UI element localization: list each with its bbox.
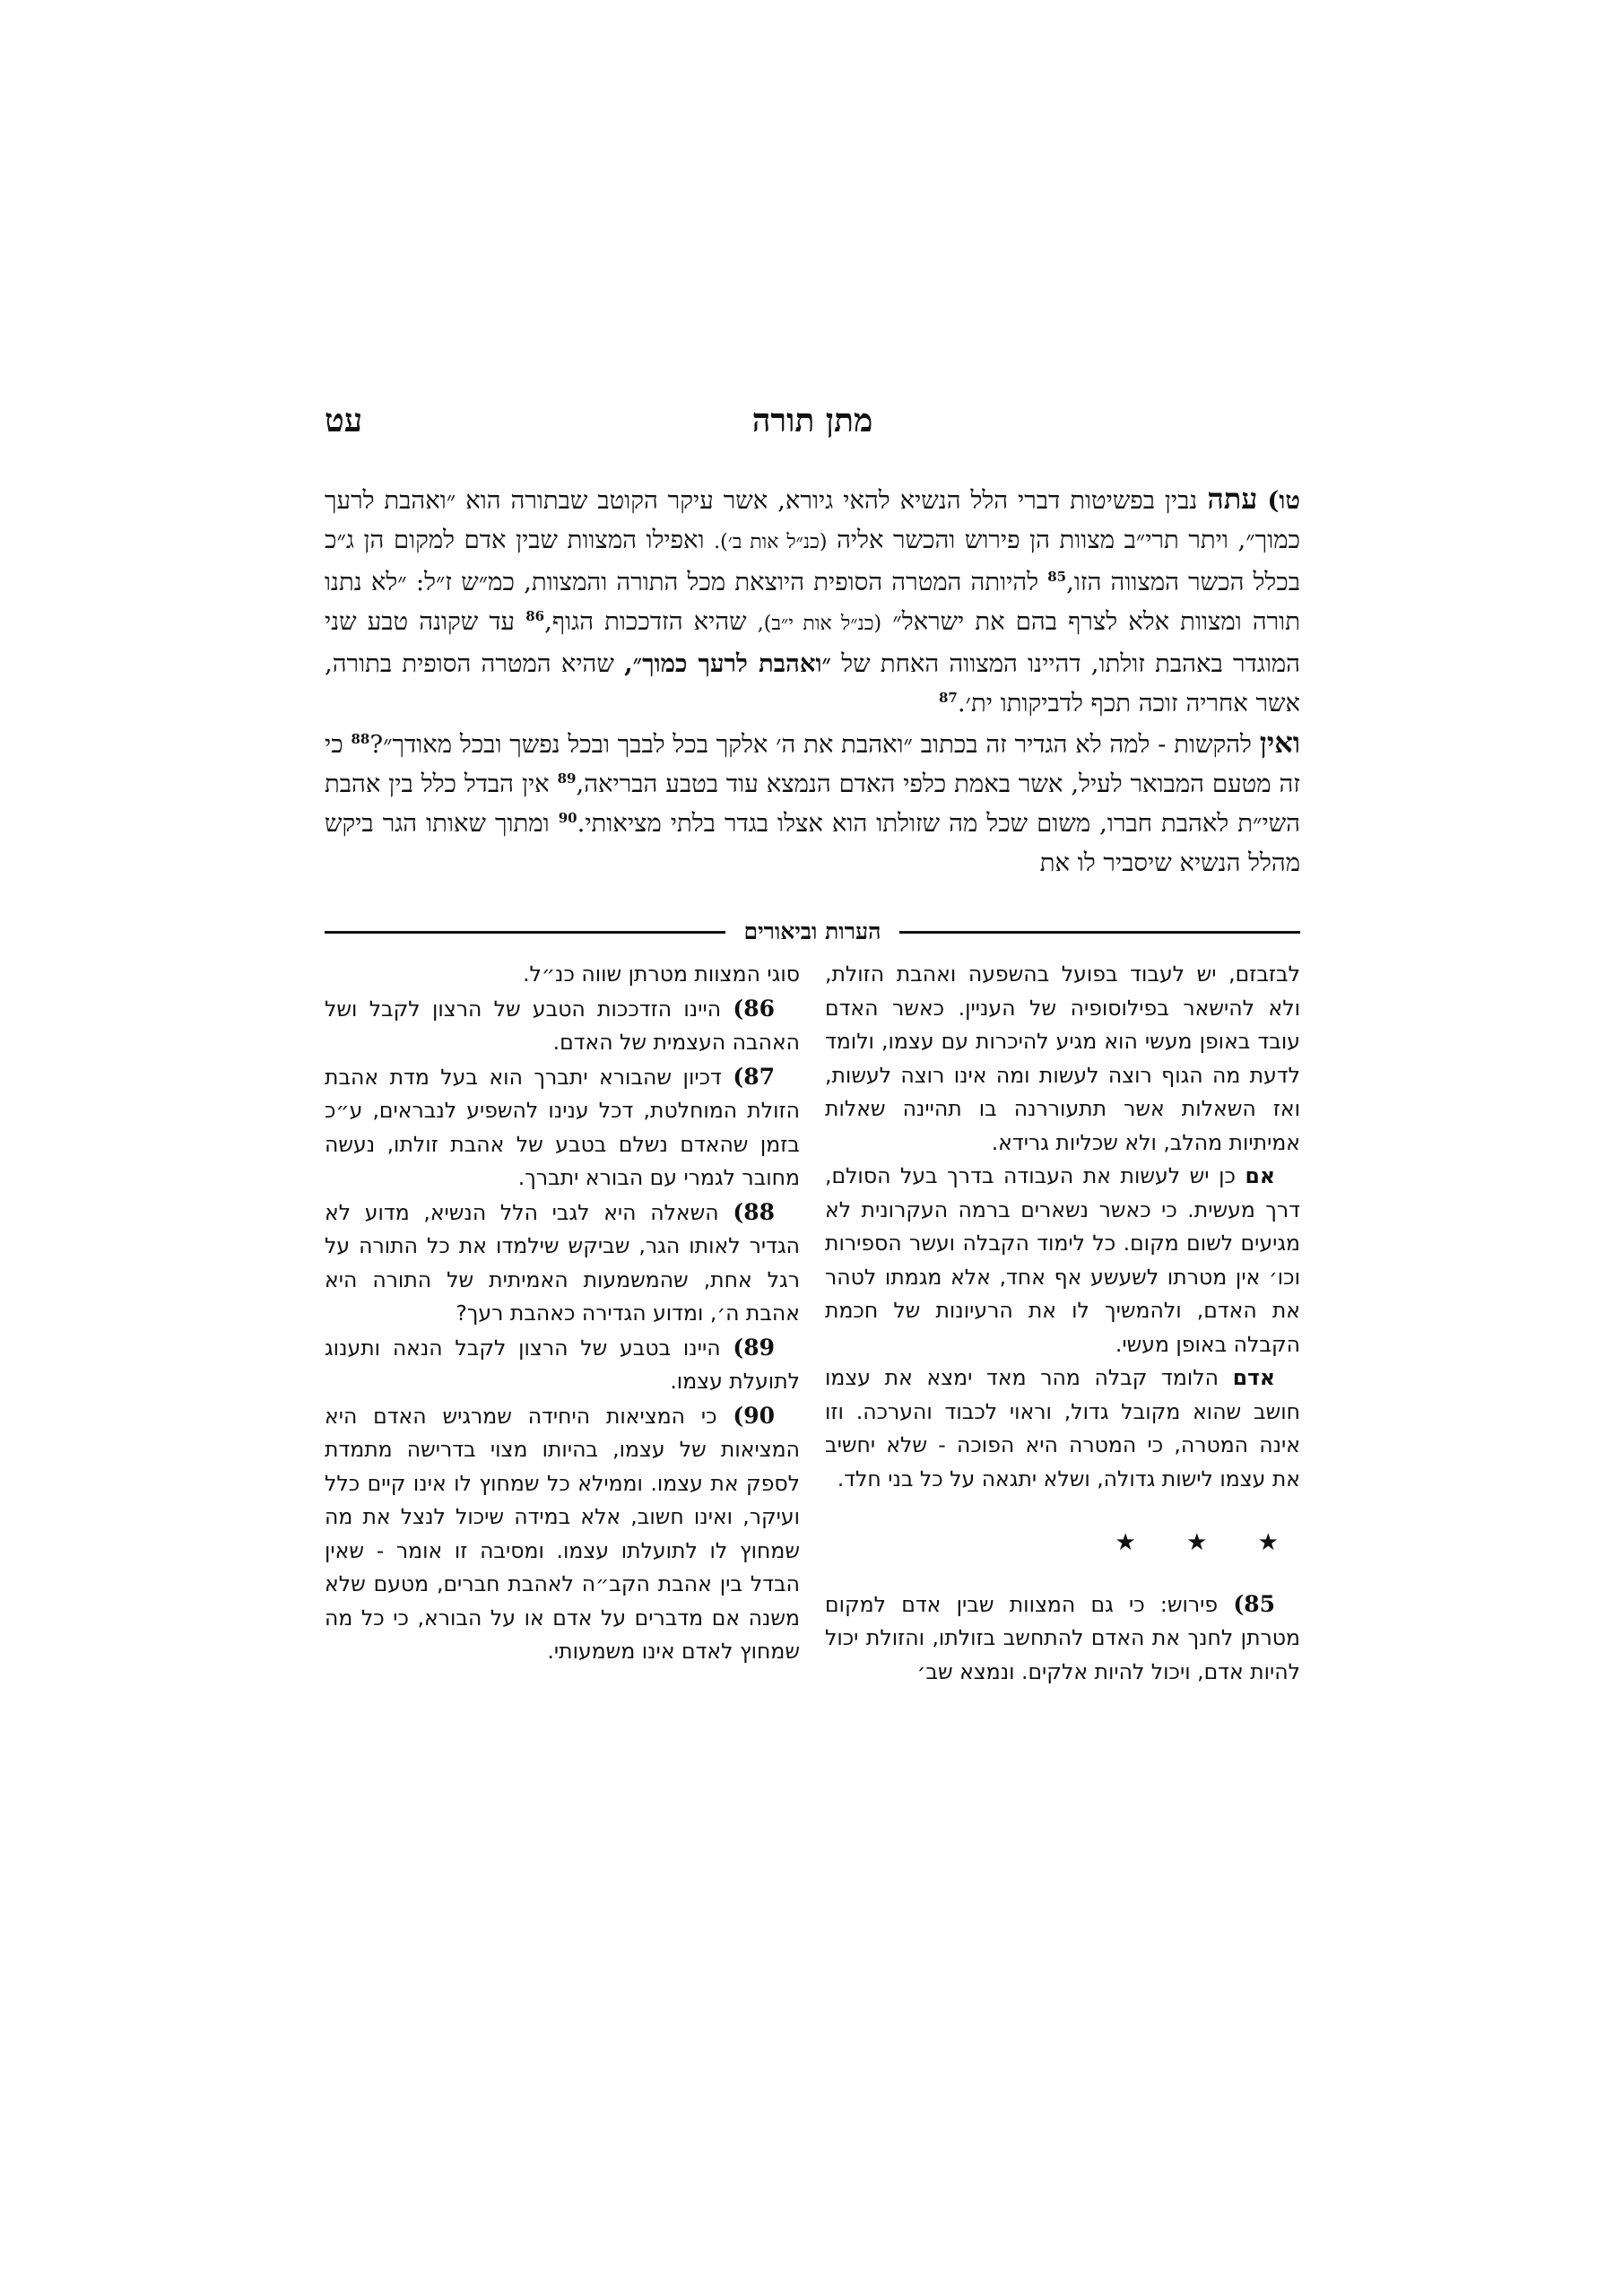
- text-segment: שהיא המטרה הסופית בתורה, אשר אחריה זוכה תכף לדביקותו ית׳.: [325, 649, 1300, 718]
- footnote-88: [325, 1196, 800, 1331]
- footnote-number: 87): [733, 1063, 775, 1090]
- footnote-text: היינו בטבע של הרצון לקבל הנאה ותענוג לתועלת עצמו.: [325, 1335, 800, 1394]
- footnote-number: 88): [733, 1198, 775, 1225]
- bold-quote: ״ואהבת לרעך כמוך״,: [624, 649, 831, 678]
- lead-word: אדם: [1232, 1365, 1275, 1390]
- footnote-86: [325, 992, 800, 1060]
- footnote-text: היינו הזדככות הטבע של הרצון לקבל ושל האהבה העצמית של האדם.: [325, 996, 800, 1055]
- running-title: מתן תורה: [751, 402, 873, 439]
- notes-heading: [325, 918, 1300, 945]
- lead-word: ואין: [1259, 726, 1300, 760]
- running-header: [325, 395, 1300, 457]
- notes-column-left: [325, 958, 800, 1689]
- footnote-85: [825, 1587, 1300, 1690]
- footnote-ref[interactable]: 90: [558, 809, 577, 826]
- footnote-number: 85): [1233, 1590, 1275, 1617]
- text-segment: עד שקונה טבע שני המוגדר באהבת זולתו, דהיינו המצווה האחת של: [325, 607, 1300, 678]
- divider-rule: [899, 931, 1300, 934]
- footnote-ref[interactable]: 88: [351, 730, 370, 747]
- note-continuation: לבזבזם, יש לעבוד בפועל בהשפעה ואהבת הזולת, ולא להישאר בפילוסופיה של העניין. כאשר האדם עובד באופן מעשי הוא מגיע להיכרות עם עצמו, ולומד לדעת מה הגוף רוצה לעשות ומה אינו רוצה לעשות, ואז השאלות אשר תתעוררנה בו תהיינה שאלות אמיתיות מהלב, ולא שכליות גרידא.: [825, 961, 1300, 1155]
- footnote-text: כי המציאות היחידה שמרגיש האדם היא המציאות של עצמו, בהיותו מצוי בדרישה מתמדת לספק את עצמו. וממילא כל שמחוץ לו אינו קיים כלל ועיקר, ואינו חשוב, אלא במידה שיכול לנצל את מה שמחוץ לו לתועלתו עצמו. ומסיבה זו אומר - שאין הבדל בין אהבת הקב״ה לאהבת חברים, מטעם שלא משנה אם מדברים על אדם או על הבורא, כי כל מה שמחוץ לאדם אינו משמעותי.: [325, 1403, 800, 1664]
- footnote-text: השאלה היא לגבי הלל הנשיא, מדוע לא הגדיר לאותו הגר, שביקש שילמדו את כל התורה על רגל אחת, שהמשמעות האמיתית של התורה היא אהבת ה׳, ומדוע הגדירה כאהבת רעך?: [325, 1199, 800, 1326]
- footnote-ref[interactable]: 89: [557, 770, 577, 787]
- text-segment: להקשות - למה לא הגדיר זה בכתוב ״ואהבת את ה׳ אלקך בכל לבבך ובכל נפשך ובכל מאודך״?: [369, 730, 1252, 759]
- text-segment: כי זה מטעם המבואר לעיל, אשר באמת כלפי האדם הנמצא עוד בטבע הבריאה,: [325, 730, 1300, 798]
- text-segment: נבין בפשיטות דברי הלל הנשיא להאי גיורא, אשר עיקר הקוטב שבתורה הוא ״ואהבת לרעך כמוך״, ויתר תרי״ב מצוות הן פירוש והכשר אליה: [325, 486, 1300, 554]
- footnote-89: [325, 1331, 800, 1399]
- text-segment: אין הבדל כלל בין אהבת השי״ת לאהבת חברו, משום שכל מה שזולתו הוא אצלו בגדר בלתי מציאותי.: [325, 770, 1300, 838]
- notes-column-right: [825, 958, 1300, 1689]
- footnote-ref[interactable]: 86: [525, 607, 545, 624]
- star-separator: ★ ★ ★: [1115, 1529, 1300, 1556]
- footnote-87: [325, 1060, 800, 1196]
- divider-rule: [325, 931, 725, 934]
- note-continuation: סוגי המצוות מטרתן שווה כנ״ל.: [523, 961, 800, 987]
- text-segment: ומתוך שאותו הגר ביקש מהלל הנשיא שיסביר לו את: [325, 809, 1300, 877]
- lead-word: אם: [1245, 1163, 1275, 1188]
- lead-word: עתה: [1207, 482, 1258, 516]
- footnote-ref[interactable]: 87: [939, 689, 958, 706]
- note-paragraph: [825, 1160, 1300, 1361]
- note-text: הלומד קבלה מהר מאד ימצא את עצמו חושב שהוא מקובל גדול, וראוי לכבוד והערכה. וזו אינה המטרה, כי המטרה היא הפוכה - שלא יחשיב את עצמו לישות גדולה, ושלא יתגאה על כל בני חלד.: [825, 1365, 1300, 1492]
- note-text: כן יש לעשות את העבודה בדרך בעל הסולם, דרך מעשית. כי כאשר נשארים ברמה העקרונית לא מגיעים לשום מקום. כל לימוד הקבלה ועשר הספירות וכו׳ אין מטרתו לשעשע אף אחד, אלא מגמתו לטהר את האדם, ולהמשיך לו את הרעיונות של חכמת הקבלה באופן מעשי.: [825, 1163, 1300, 1357]
- notes-columns: [325, 958, 1300, 1689]
- main-paragraph-1: [325, 479, 1300, 723]
- text-segment: ואפילו המצוות שבין אדם למקום הן ג״כ בכלל הכשר המצווה הזו,: [325, 526, 1300, 596]
- footnote-ref[interactable]: 85: [1047, 568, 1067, 585]
- page-number: עט: [325, 402, 363, 439]
- footnote-90: [325, 1399, 800, 1669]
- cross-reference: (כנ״ל אות ב׳).: [714, 531, 828, 553]
- footnote-number: 86): [733, 995, 775, 1022]
- section-marker: טו): [1267, 486, 1301, 515]
- footnote-number: 89): [733, 1334, 775, 1361]
- note-paragraph: [825, 1361, 1300, 1496]
- footnote-text: פירוש: כי גם המצוות שבין אדם למקום מטרתן לחנך את האדם להתחשב בזולתו, והזולת יכול להיות אדם, ויכול להיות אלקים. ונמצא שב׳: [825, 1591, 1300, 1684]
- main-text: [325, 479, 1300, 883]
- footnote-number: 90): [733, 1402, 775, 1429]
- notes-heading-label: הערות וביאורים: [743, 918, 881, 944]
- cross-reference: (כנ״ל אות י״ב),: [757, 613, 882, 635]
- text-segment: שהיא הזדככות הגוף,: [544, 607, 747, 636]
- footnote-text: דכיון שהבורא יתברך הוא בעל מדת אהבת הזולת המוחלטת, דכל ענינו להשפיע לנבראים, ע״כ בזמן שהאדם נשלם בטבע של אהבת זולתו, נעשה מחובר לגמרי עם הבורא יתברך.: [325, 1064, 800, 1190]
- text-segment: להיותה המטרה הסופית היוצאת מכל התורה והמצוות, כמ״ש ז״ל: ״לא נתנו תורה ומצוות אלא לצרף בהם את ישראל״: [325, 568, 1300, 636]
- main-paragraph-2: [325, 723, 1300, 883]
- book-page: [325, 395, 1300, 1689]
